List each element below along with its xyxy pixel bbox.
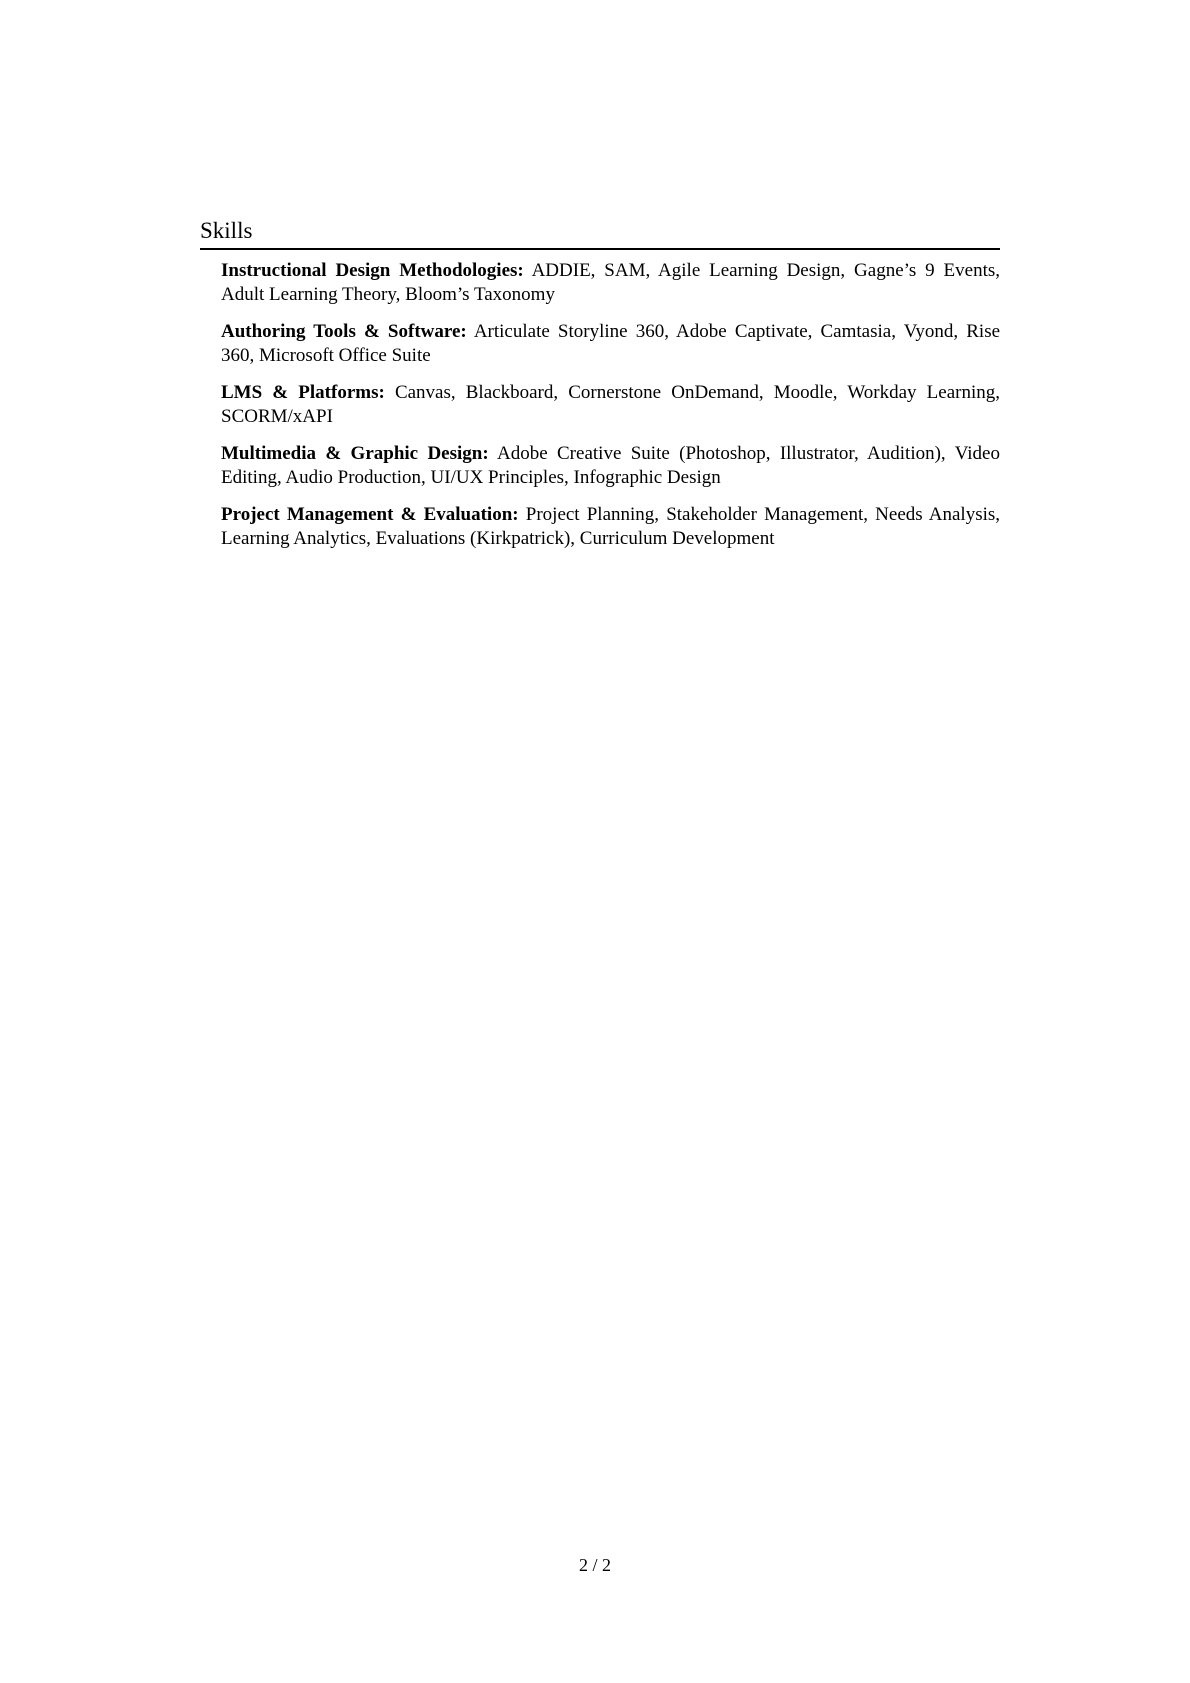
- skill-category: Authoring Tools & Software:: [221, 321, 467, 342]
- skill-details: Project Planning, Stakeholder Management, Needs Analysis, Learning Analytics, Evaluations (Kirkpatrick), Curriculum Development: [221, 504, 1001, 549]
- skill-category: Project Management & Evaluation:: [221, 504, 519, 525]
- skill-item-multimedia-design: [221, 442, 1000, 490]
- section-divider: [200, 248, 1000, 250]
- skill-category: Instructional Design Methodologies:: [221, 260, 524, 281]
- page-number: 2 / 2: [578, 1555, 611, 1575]
- skill-details: ADDIE, SAM, Agile Learning Design, Gagne’s 9 Events, Adult Learning Theory, Bloom’s Taxonomy: [221, 260, 1001, 305]
- skill-item-instructional-design: [221, 259, 1000, 307]
- skill-item-authoring-tools: [221, 320, 1000, 368]
- skills-list: [200, 259, 1000, 551]
- skill-category: Multimedia & Graphic Design:: [221, 443, 489, 464]
- skill-category: LMS & Platforms:: [221, 382, 385, 403]
- skill-details: Adobe Creative Suite (Photoshop, Illustrator, Audition), Video Editing, Audio Production, UI/UX Principles, Infographic Design: [221, 443, 1000, 488]
- skills-section: [200, 216, 1000, 564]
- section-title: Skills: [200, 218, 253, 243]
- skill-details: Canvas, Blackboard, Cornerstone OnDemand, Moodle, Workday Learning, SCORM/xAPI: [221, 382, 1000, 427]
- skill-item-lms-platforms: [221, 381, 1000, 429]
- skill-item-project-management: [221, 503, 1000, 551]
- skill-details: Articulate Storyline 360, Adobe Captivate, Camtasia, Vyond, Rise 360, Microsoft Office Suite: [221, 321, 1001, 366]
